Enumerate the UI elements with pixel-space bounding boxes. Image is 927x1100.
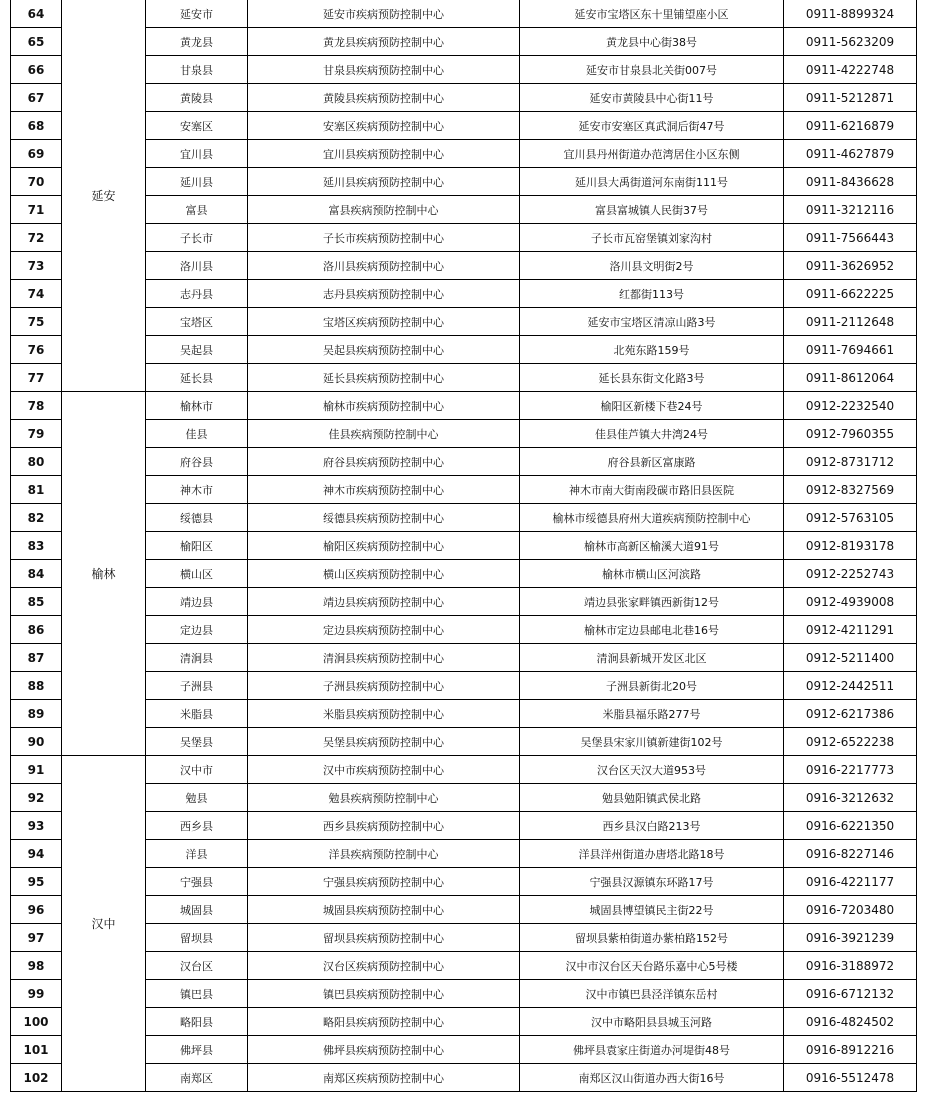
organization-cell: 神木市疾病预防控制中心 <box>248 476 520 504</box>
organization-cell: 富县疾病预防控制中心 <box>248 196 520 224</box>
address-cell: 富县富城镇人民街37号 <box>520 196 784 224</box>
organization-cell: 洋县疾病预防控制中心 <box>248 840 520 868</box>
address-cell: 洋县洋州街道办唐塔北路18号 <box>520 840 784 868</box>
phone-cell: 0916-3212632 <box>784 784 917 812</box>
table-body <box>11 0 917 1092</box>
row-number: 78 <box>11 392 62 420</box>
county-cell: 城固县 <box>146 896 248 924</box>
row-number: 82 <box>11 504 62 532</box>
county-cell: 佛坪县 <box>146 1036 248 1064</box>
county-cell: 子长市 <box>146 224 248 252</box>
county-cell: 府谷县 <box>146 448 248 476</box>
phone-cell: 0911-3626952 <box>784 252 917 280</box>
county-cell: 富县 <box>146 196 248 224</box>
organization-cell: 吴起县疾病预防控制中心 <box>248 336 520 364</box>
organization-cell: 宝塔区疾病预防控制中心 <box>248 308 520 336</box>
organization-cell: 榆阳区疾病预防控制中心 <box>248 532 520 560</box>
table-row <box>11 868 917 896</box>
address-cell: 延安市宝塔区清凉山路3号 <box>520 308 784 336</box>
organization-cell: 子长市疾病预防控制中心 <box>248 224 520 252</box>
address-cell: 佛坪县袁家庄街道办河堤街48号 <box>520 1036 784 1064</box>
row-number: 74 <box>11 280 62 308</box>
organization-cell: 汉中市疾病预防控制中心 <box>248 756 520 784</box>
phone-cell: 0911-3212116 <box>784 196 917 224</box>
organization-cell: 吴堡县疾病预防控制中心 <box>248 728 520 756</box>
county-cell: 吴堡县 <box>146 728 248 756</box>
address-cell: 南郑区汉山街道办西大街16号 <box>520 1064 784 1092</box>
county-cell: 南郑区 <box>146 1064 248 1092</box>
organization-cell: 西乡县疾病预防控制中心 <box>248 812 520 840</box>
county-cell: 甘泉县 <box>146 56 248 84</box>
table-row <box>11 196 917 224</box>
table-row <box>11 140 917 168</box>
table-row <box>11 896 917 924</box>
organization-cell: 留坝县疾病预防控制中心 <box>248 924 520 952</box>
address-cell: 汉中市镇巴县泾洋镇东岳村 <box>520 980 784 1008</box>
organization-cell: 靖边县疾病预防控制中心 <box>248 588 520 616</box>
county-cell: 西乡县 <box>146 812 248 840</box>
county-cell: 留坝县 <box>146 924 248 952</box>
row-number: 98 <box>11 952 62 980</box>
address-cell: 宜川县丹州街道办范湾居住小区东侧 <box>520 140 784 168</box>
address-cell: 红都街113号 <box>520 280 784 308</box>
county-cell: 宁强县 <box>146 868 248 896</box>
phone-cell: 0911-4627879 <box>784 140 917 168</box>
phone-cell: 0912-8731712 <box>784 448 917 476</box>
phone-cell: 0912-8193178 <box>784 532 917 560</box>
phone-cell: 0911-7566443 <box>784 224 917 252</box>
row-number: 84 <box>11 560 62 588</box>
phone-cell: 0916-4824502 <box>784 1008 917 1036</box>
organization-cell: 横山区疾病预防控制中心 <box>248 560 520 588</box>
address-cell: 汉台区天汉大道953号 <box>520 756 784 784</box>
organization-cell: 洛川县疾病预防控制中心 <box>248 252 520 280</box>
table-row <box>11 560 917 588</box>
phone-cell: 0911-6622225 <box>784 280 917 308</box>
county-cell: 延安市 <box>146 0 248 28</box>
address-cell: 清涧县新城开发区北区 <box>520 644 784 672</box>
county-cell: 延长县 <box>146 364 248 392</box>
phone-cell: 0911-8436628 <box>784 168 917 196</box>
table-row <box>11 784 917 812</box>
row-number: 77 <box>11 364 62 392</box>
address-cell: 延安市安塞区真武洞后街47号 <box>520 112 784 140</box>
organization-cell: 南郑区疾病预防控制中心 <box>248 1064 520 1092</box>
county-cell: 志丹县 <box>146 280 248 308</box>
phone-cell: 0911-8612064 <box>784 364 917 392</box>
organization-cell: 宜川县疾病预防控制中心 <box>248 140 520 168</box>
phone-cell: 0912-6522238 <box>784 728 917 756</box>
phone-cell: 0912-2252743 <box>784 560 917 588</box>
organization-cell: 志丹县疾病预防控制中心 <box>248 280 520 308</box>
address-cell: 子长市瓦窑堡镇刘家沟村 <box>520 224 784 252</box>
county-cell: 米脂县 <box>146 700 248 728</box>
phone-cell: 0912-4939008 <box>784 588 917 616</box>
row-number: 65 <box>11 28 62 56</box>
phone-cell: 0916-6712132 <box>784 980 917 1008</box>
address-cell: 黄龙县中心街38号 <box>520 28 784 56</box>
phone-cell: 0911-7694661 <box>784 336 917 364</box>
organization-cell: 汉台区疾病预防控制中心 <box>248 952 520 980</box>
row-number: 81 <box>11 476 62 504</box>
organization-cell: 绥德县疾病预防控制中心 <box>248 504 520 532</box>
table-row <box>11 532 917 560</box>
county-cell: 绥德县 <box>146 504 248 532</box>
address-cell: 北苑东路159号 <box>520 336 784 364</box>
table-row <box>11 308 917 336</box>
row-number: 89 <box>11 700 62 728</box>
row-number: 80 <box>11 448 62 476</box>
address-cell: 子洲县新街北20号 <box>520 672 784 700</box>
address-cell: 靖边县张家畔镇西新街12号 <box>520 588 784 616</box>
phone-cell: 0912-6217386 <box>784 700 917 728</box>
table-row <box>11 476 917 504</box>
county-cell: 靖边县 <box>146 588 248 616</box>
phone-cell: 0916-6221350 <box>784 812 917 840</box>
county-cell: 清涧县 <box>146 644 248 672</box>
organization-cell: 佳县疾病预防控制中心 <box>248 420 520 448</box>
row-number: 76 <box>11 336 62 364</box>
address-cell: 神木市南大街南段碳市路旧县医院 <box>520 476 784 504</box>
organization-cell: 延川县疾病预防控制中心 <box>248 168 520 196</box>
table-row <box>11 728 917 756</box>
row-number: 97 <box>11 924 62 952</box>
table-row <box>11 812 917 840</box>
row-number: 66 <box>11 56 62 84</box>
county-cell: 安塞区 <box>146 112 248 140</box>
county-cell: 延川县 <box>146 168 248 196</box>
address-cell: 洛川县文明街2号 <box>520 252 784 280</box>
county-cell: 宝塔区 <box>146 308 248 336</box>
row-number: 88 <box>11 672 62 700</box>
table-row <box>11 112 917 140</box>
address-cell: 延安市宝塔区东十里铺望座小区 <box>520 0 784 28</box>
organization-cell: 宁强县疾病预防控制中心 <box>248 868 520 896</box>
organization-cell: 黄龙县疾病预防控制中心 <box>248 28 520 56</box>
organization-cell: 子洲县疾病预防控制中心 <box>248 672 520 700</box>
table-row <box>11 392 917 420</box>
row-number: 64 <box>11 0 62 28</box>
row-number: 70 <box>11 168 62 196</box>
row-number: 91 <box>11 756 62 784</box>
row-number: 85 <box>11 588 62 616</box>
row-number: 87 <box>11 644 62 672</box>
county-cell: 定边县 <box>146 616 248 644</box>
table-row <box>11 336 917 364</box>
table-row <box>11 588 917 616</box>
organization-cell: 榆林市疾病预防控制中心 <box>248 392 520 420</box>
row-number: 102 <box>11 1064 62 1092</box>
county-cell: 洋县 <box>146 840 248 868</box>
row-number: 86 <box>11 616 62 644</box>
row-number: 79 <box>11 420 62 448</box>
table-row <box>11 952 917 980</box>
county-cell: 神木市 <box>146 476 248 504</box>
row-number: 100 <box>11 1008 62 1036</box>
phone-cell: 0912-5763105 <box>784 504 917 532</box>
organization-cell: 甘泉县疾病预防控制中心 <box>248 56 520 84</box>
organization-cell: 延安市疾病预防控制中心 <box>248 0 520 28</box>
phone-cell: 0916-4221177 <box>784 868 917 896</box>
table-row <box>11 224 917 252</box>
row-number: 101 <box>11 1036 62 1064</box>
county-cell: 洛川县 <box>146 252 248 280</box>
organization-cell: 定边县疾病预防控制中心 <box>248 616 520 644</box>
address-cell: 宁强县汉源镇东环路17号 <box>520 868 784 896</box>
table-row <box>11 252 917 280</box>
organization-cell: 安塞区疾病预防控制中心 <box>248 112 520 140</box>
row-number: 94 <box>11 840 62 868</box>
table-row <box>11 280 917 308</box>
address-cell: 米脂县福乐路277号 <box>520 700 784 728</box>
city-cell: 汉中 <box>62 756 146 1092</box>
table-row <box>11 1008 917 1036</box>
table-row <box>11 700 917 728</box>
table-row <box>11 420 917 448</box>
phone-cell: 0911-5212871 <box>784 84 917 112</box>
county-cell: 汉中市 <box>146 756 248 784</box>
phone-cell: 0912-8327569 <box>784 476 917 504</box>
address-cell: 延安市黄陵县中心街11号 <box>520 84 784 112</box>
organization-cell: 镇巴县疾病预防控制中心 <box>248 980 520 1008</box>
county-cell: 宜川县 <box>146 140 248 168</box>
phone-cell: 0912-7960355 <box>784 420 917 448</box>
table-row <box>11 364 917 392</box>
table-row <box>11 1064 917 1092</box>
row-number: 95 <box>11 868 62 896</box>
address-cell: 榆林市定边县邮电北巷16号 <box>520 616 784 644</box>
address-cell: 留坝县紫柏街道办紫柏路152号 <box>520 924 784 952</box>
phone-cell: 0911-2112648 <box>784 308 917 336</box>
row-number: 72 <box>11 224 62 252</box>
row-number: 68 <box>11 112 62 140</box>
address-cell: 榆林市绥德县府州大道疾病预防控制中心 <box>520 504 784 532</box>
organization-cell: 略阳县疾病预防控制中心 <box>248 1008 520 1036</box>
county-cell: 黄陵县 <box>146 84 248 112</box>
table-row <box>11 924 917 952</box>
phone-cell: 0916-5512478 <box>784 1064 917 1092</box>
county-cell: 佳县 <box>146 420 248 448</box>
county-cell: 勉县 <box>146 784 248 812</box>
organization-cell: 佛坪县疾病预防控制中心 <box>248 1036 520 1064</box>
organization-cell: 延长县疾病预防控制中心 <box>248 364 520 392</box>
row-number: 73 <box>11 252 62 280</box>
address-cell: 汉中市汉台区天台路乐嘉中心5号楼 <box>520 952 784 980</box>
organization-cell: 勉县疾病预防控制中心 <box>248 784 520 812</box>
address-cell: 延川县大禹街道河东南街111号 <box>520 168 784 196</box>
row-number: 99 <box>11 980 62 1008</box>
phone-cell: 0912-2442511 <box>784 672 917 700</box>
city-cell: 榆林 <box>62 392 146 756</box>
address-cell: 府谷县新区富康路 <box>520 448 784 476</box>
phone-cell: 0916-2217773 <box>784 756 917 784</box>
phone-cell: 0916-8912216 <box>784 1036 917 1064</box>
phone-cell: 0916-8227146 <box>784 840 917 868</box>
table-row <box>11 756 917 784</box>
phone-cell: 0912-2232540 <box>784 392 917 420</box>
organization-cell: 黄陵县疾病预防控制中心 <box>248 84 520 112</box>
phone-cell: 0916-3188972 <box>784 952 917 980</box>
row-number: 67 <box>11 84 62 112</box>
row-number: 83 <box>11 532 62 560</box>
table-row <box>11 672 917 700</box>
phone-cell: 0911-6216879 <box>784 112 917 140</box>
county-cell: 榆阳区 <box>146 532 248 560</box>
county-cell: 横山区 <box>146 560 248 588</box>
row-number: 69 <box>11 140 62 168</box>
phone-cell: 0912-5211400 <box>784 644 917 672</box>
phone-cell: 0912-4211291 <box>784 616 917 644</box>
row-number: 75 <box>11 308 62 336</box>
county-cell: 黄龙县 <box>146 28 248 56</box>
address-cell: 勉县勉阳镇武侯北路 <box>520 784 784 812</box>
organization-cell: 城固县疾病预防控制中心 <box>248 896 520 924</box>
county-cell: 子洲县 <box>146 672 248 700</box>
address-cell: 榆林市高新区榆溪大道91号 <box>520 532 784 560</box>
table-row <box>11 504 917 532</box>
row-number: 93 <box>11 812 62 840</box>
phone-cell: 0911-5623209 <box>784 28 917 56</box>
phone-cell: 0911-8899324 <box>784 0 917 28</box>
table-row <box>11 56 917 84</box>
county-cell: 吴起县 <box>146 336 248 364</box>
row-number: 96 <box>11 896 62 924</box>
row-number: 71 <box>11 196 62 224</box>
county-cell: 略阳县 <box>146 1008 248 1036</box>
organization-cell: 府谷县疾病预防控制中心 <box>248 448 520 476</box>
table-row <box>11 168 917 196</box>
county-cell: 汉台区 <box>146 952 248 980</box>
city-cell: 延安 <box>62 0 146 392</box>
row-number: 92 <box>11 784 62 812</box>
county-cell: 榆林市 <box>146 392 248 420</box>
organization-cell: 米脂县疾病预防控制中心 <box>248 700 520 728</box>
address-cell: 延安市甘泉县北关街007号 <box>520 56 784 84</box>
address-cell: 佳县佳芦镇大井湾24号 <box>520 420 784 448</box>
address-cell: 城固县博望镇民主街22号 <box>520 896 784 924</box>
phone-cell: 0916-3921239 <box>784 924 917 952</box>
table-row <box>11 84 917 112</box>
address-cell: 西乡县汉白路213号 <box>520 812 784 840</box>
table-row <box>11 28 917 56</box>
organization-cell: 清涧县疾病预防控制中心 <box>248 644 520 672</box>
table-row <box>11 1036 917 1064</box>
county-cell: 镇巴县 <box>146 980 248 1008</box>
table-row <box>11 644 917 672</box>
table-row <box>11 448 917 476</box>
table-row <box>11 0 917 28</box>
address-cell: 延长县东街文化路3号 <box>520 364 784 392</box>
table-row <box>11 616 917 644</box>
address-cell: 榆林市横山区河滨路 <box>520 560 784 588</box>
table-row <box>11 840 917 868</box>
table-row <box>11 980 917 1008</box>
address-cell: 榆阳区新楼下巷24号 <box>520 392 784 420</box>
address-cell: 吴堡县宋家川镇新建街102号 <box>520 728 784 756</box>
row-number: 90 <box>11 728 62 756</box>
phone-cell: 0916-7203480 <box>784 896 917 924</box>
cdc-contact-table <box>10 0 917 1092</box>
address-cell: 汉中市略阳县县城玉河路 <box>520 1008 784 1036</box>
phone-cell: 0911-4222748 <box>784 56 917 84</box>
